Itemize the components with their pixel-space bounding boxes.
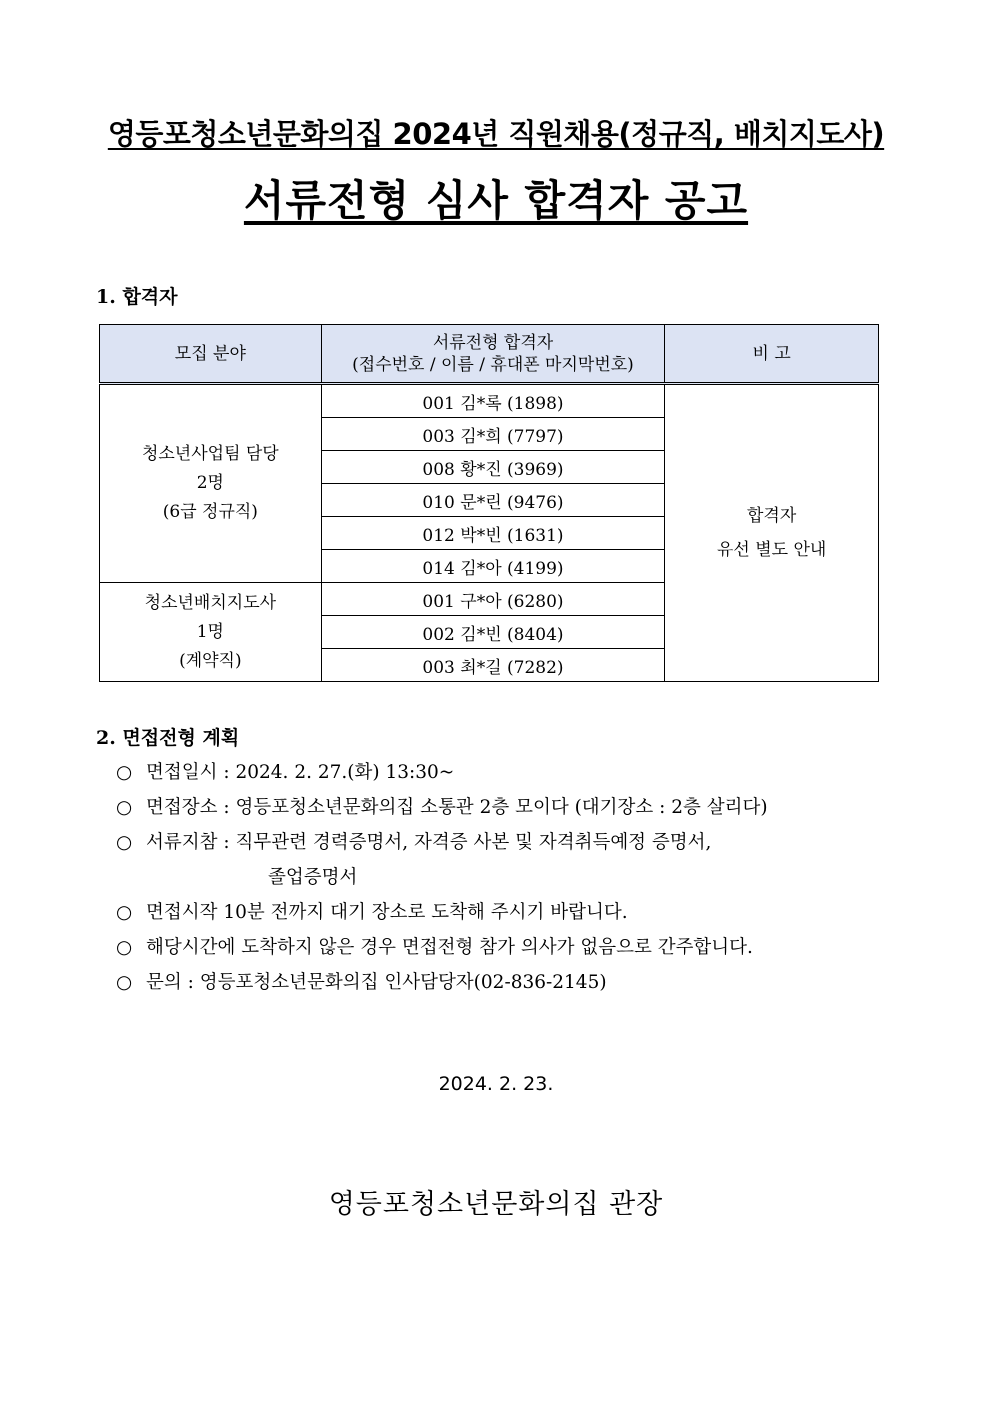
table-header-row	[100, 325, 879, 384]
header-passers-line1: 서류전형 합격자	[432, 332, 554, 353]
remarks-cell	[665, 384, 879, 682]
list-item	[116, 825, 768, 860]
section-heading-passers: 1. 합격자	[96, 286, 178, 308]
group-type: (계약직)	[179, 650, 242, 671]
passer-cell: 003 김*희 (7797)	[321, 418, 665, 451]
passer-cell: 003 최*길 (7282)	[321, 649, 665, 682]
notice-signer: 영등포청소년문화의집 관장	[328, 1189, 664, 1220]
circle-bullet-icon: ○	[116, 762, 133, 783]
notice-title-line1: 영등포청소년문화의집 2024년 직원채용(정규직, 배치지도사)	[107, 117, 885, 151]
list-item	[116, 965, 768, 1000]
plan-item-text: 면접시작 10분 전까지 대기 장소로 도착해 주시기 바랍니다.	[146, 902, 628, 923]
header-passers-line2: (접수번호 / 이름 / 휴대폰 마지막번호)	[352, 354, 634, 375]
group-name: 청소년배치지도사	[144, 592, 277, 613]
interview-plan-list	[116, 755, 768, 1000]
header-field: 모집 분야	[100, 325, 322, 384]
plan-item-text: 면접장소 : 영등포청소년문화의집 소통관 2층 모이다 (대기장소 : 2층 살리다)	[146, 797, 768, 818]
plan-item-text: 면접일시 : 2024. 2. 27.(화) 13:30~	[146, 762, 455, 783]
notice-title-line2: 서류전형 심사 합격자 공고	[243, 176, 749, 225]
table-row	[100, 384, 879, 418]
circle-bullet-icon: ○	[116, 937, 133, 958]
circle-bullet-icon: ○	[116, 797, 133, 818]
plan-item-text: 해당시간에 도착하지 않은 경우 면접전형 참가 의사가 없음으로 간주합니다.	[146, 937, 753, 958]
circle-bullet-icon: ○	[116, 902, 133, 923]
passer-cell: 002 김*빈 (8404)	[321, 616, 665, 649]
remarks-line2: 유선 별도 안내	[716, 540, 827, 560]
passer-cell: 001 김*록 (1898)	[321, 384, 665, 418]
passer-cell: 010 문*린 (9476)	[321, 484, 665, 517]
circle-bullet-icon: ○	[116, 972, 133, 993]
circle-bullet-icon: ○	[116, 832, 133, 853]
section-heading-interview-plan: 2. 면접전형 계획	[96, 727, 240, 749]
group-count: 2명	[196, 473, 224, 493]
plan-item-text: 서류지참 : 직무관련 경력증명서, 자격증 사본 및 자격취득예정 증명서,	[146, 832, 712, 853]
group-name: 청소년사업팀 담당	[141, 444, 279, 464]
passer-cell: 001 구*아 (6280)	[321, 583, 665, 616]
list-item	[116, 930, 768, 965]
group-cell-youth-program	[100, 384, 322, 583]
list-item	[116, 755, 768, 790]
list-item	[116, 895, 768, 930]
list-item	[116, 790, 768, 825]
header-remarks: 비 고	[665, 325, 879, 384]
passer-cell: 008 황*진 (3969)	[321, 451, 665, 484]
passer-cell: 012 박*빈 (1631)	[321, 517, 665, 550]
group-cell-placement-instructor	[100, 583, 322, 682]
group-count: 1명	[196, 621, 224, 642]
plan-item-continuation: 졸업증명서	[268, 867, 358, 888]
remarks-line1: 합격자	[747, 506, 797, 526]
notice-date: 2024. 2. 23.	[438, 1073, 554, 1095]
header-passers	[321, 325, 665, 384]
passer-cell: 014 김*아 (4199)	[321, 550, 665, 583]
plan-item-text: 문의 : 영등포청소년문화의집 인사담당자(02-836-2145)	[146, 972, 607, 993]
group-type: (6급 정규직)	[162, 502, 258, 522]
passers-table	[99, 324, 879, 682]
